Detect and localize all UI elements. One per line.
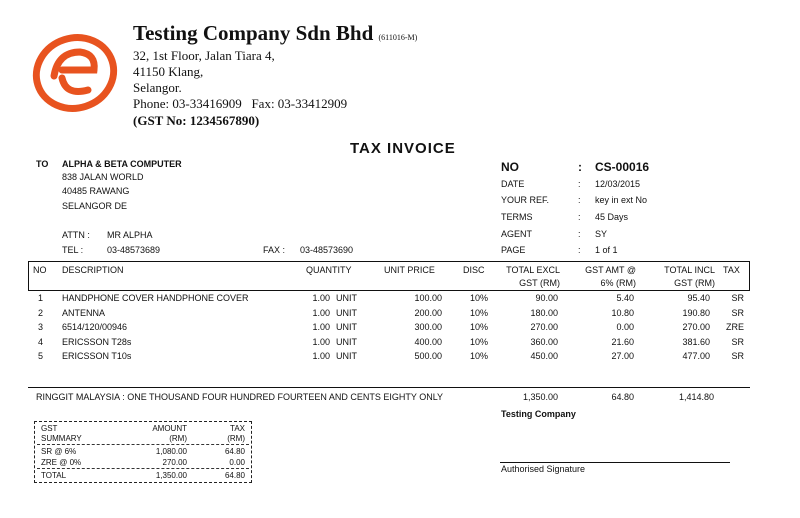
attn-value: MR ALPHA: [107, 230, 153, 240]
info-label-page: PAGE: [501, 245, 526, 255]
info-value-terms: 45 Days: [595, 212, 629, 222]
gst-summary-row-amount: 270.00: [162, 458, 187, 467]
to-label: TO: [36, 159, 49, 169]
gst-summary-h-amount: AMOUNT: [152, 424, 187, 433]
info-value-no: CS-00016: [595, 160, 650, 174]
info-value-date: 12/03/2015: [595, 179, 641, 189]
item-unit-price: 100.00: [414, 293, 442, 303]
gst-summary-divider: [37, 444, 249, 445]
item-uom: UNIT: [336, 293, 357, 303]
item-gst-amt: 21.60: [611, 337, 634, 347]
gst-summary-h-tax: TAX: [230, 424, 245, 433]
company-logo-icon: [30, 30, 120, 116]
item-no: 4: [38, 337, 44, 347]
col-total-excl-unit: GST (RM): [519, 278, 560, 288]
info-value-agent: SY: [595, 229, 608, 239]
item-disc: 10%: [469, 293, 488, 303]
fax-label: FAX :: [263, 245, 286, 255]
col-quantity: QUANTITY: [306, 265, 352, 275]
col-unit-price: UNIT PRICE: [384, 265, 435, 275]
company-address-2: 41150 Klang,: [133, 64, 204, 79]
signature-line: [500, 462, 730, 463]
item-unit-price: 300.00: [414, 322, 442, 332]
gst-summary-row-amount: 1,080.00: [155, 447, 187, 456]
signature-label: Authorised Signature: [501, 464, 586, 474]
table-row: [0, 320, 800, 334]
company-address-1: 32, 1st Floor, Jalan Tiara 4,: [133, 48, 275, 63]
item-total-excl: 450.00: [530, 351, 558, 361]
item-tax: SR: [731, 337, 744, 347]
gst-summary-h-summary: SUMMARY: [41, 434, 82, 443]
item-description: ERICSSON T28s: [62, 337, 132, 347]
info-colon: :: [578, 212, 581, 222]
gst-summary-h-gst: GST: [41, 424, 58, 433]
item-total-incl: 381.60: [682, 337, 710, 347]
item-gst-amt: 10.80: [611, 308, 634, 318]
col-gst-amt-unit: 6% (RM): [600, 278, 636, 288]
col-disc: DISC: [463, 265, 485, 275]
item-qty: 1.00: [312, 308, 330, 318]
item-disc: 10%: [469, 308, 488, 318]
item-gst-amt: 5.40: [616, 293, 634, 303]
gst-summary-h-tax-unit: (RM): [227, 434, 245, 443]
fax-value: 03-48573690: [300, 245, 354, 255]
item-gst-amt: 27.00: [611, 351, 634, 361]
col-total-incl-unit: GST (RM): [674, 278, 715, 288]
info-label-no: NO: [501, 160, 519, 174]
item-total-incl: 477.00: [682, 351, 710, 361]
col-total-incl: TOTAL INCL: [664, 265, 715, 275]
customer-address-1: 838 JALAN WORLD: [62, 172, 144, 182]
col-no: NO: [33, 265, 47, 275]
item-total-incl: 270.00: [682, 322, 710, 332]
grand-total-incl: 1,414.80: [678, 392, 714, 402]
tel-value: 03-48573689: [107, 245, 161, 255]
item-unit-price: 500.00: [414, 351, 442, 361]
totals-divider: [28, 387, 750, 388]
item-total-excl: 270.00: [530, 322, 558, 332]
customer-name: ALPHA & BETA COMPUTER: [62, 159, 182, 169]
info-colon: :: [578, 229, 581, 239]
item-no: 3: [38, 322, 44, 332]
gst-summary-row-label: ZRE @ 0%: [41, 458, 82, 467]
table-row: [0, 306, 800, 320]
table-row: [0, 335, 800, 349]
info-value-ref: key in ext No: [595, 195, 648, 205]
item-tax: ZRE: [726, 322, 744, 332]
info-colon: :: [578, 179, 581, 189]
info-label-ref: YOUR REF.: [501, 195, 550, 205]
item-tax: SR: [731, 308, 744, 318]
gst-summary-h-amount-unit: (RM): [169, 434, 187, 443]
item-total-incl: 95.40: [687, 293, 710, 303]
table-row: [0, 349, 800, 363]
amount-in-words: RINGGIT MALAYSIA : ONE THOUSAND FOUR HUNDRED FOURTEEN AND CENTS EIGHTY ONLY: [36, 392, 444, 402]
item-description: HANDPHONE COVER HANDPHONE COVER: [62, 293, 249, 303]
item-tax: SR: [731, 351, 744, 361]
customer-address-3: SELANGOR DE: [62, 201, 128, 211]
item-description: ERICSSON T10s: [62, 351, 132, 361]
item-disc: 10%: [469, 337, 488, 347]
signature-company: Testing Company: [501, 409, 576, 419]
col-total-excl: TOTAL EXCL: [506, 265, 560, 275]
item-qty: 1.00: [312, 337, 330, 347]
company-gst-no: (GST No: 1234567890): [133, 113, 260, 128]
item-uom: UNIT: [336, 308, 357, 318]
item-qty: 1.00: [312, 293, 330, 303]
item-no: 1: [38, 293, 44, 303]
gst-summary-row-tax: 0.00: [229, 458, 245, 467]
item-total-excl: 180.00: [530, 308, 558, 318]
info-value-page: 1 of 1: [595, 245, 618, 255]
item-no: 2: [38, 308, 44, 318]
item-description: 6514/120/00946: [62, 322, 128, 332]
info-colon: :: [578, 195, 581, 205]
item-unit-price: 200.00: [414, 308, 442, 318]
gst-summary-total-amount: 1,350.00: [155, 471, 187, 480]
gst-summary-total-label: TOTAL: [41, 471, 67, 480]
customer-address-2: 40485 RAWANG: [62, 186, 130, 196]
item-uom: UNIT: [336, 351, 357, 361]
item-total-incl: 190.80: [682, 308, 710, 318]
col-gst-amt: GST AMT @: [585, 265, 636, 275]
col-tax: TAX: [723, 265, 740, 275]
gst-summary-box: [34, 421, 252, 483]
company-name: Testing Company Sdn Bhd (611016-M): [133, 21, 418, 45]
company-phone-fax: Phone: 03-33416909 Fax: 03-33412909: [133, 96, 348, 111]
grand-total-excl: 1,350.00: [522, 392, 558, 402]
item-description: ANTENNA: [62, 308, 106, 318]
item-disc: 10%: [469, 351, 488, 361]
gst-summary-divider: [37, 468, 249, 469]
gst-summary-total-tax: 64.80: [224, 471, 245, 480]
item-gst-amt: 0.00: [616, 322, 634, 332]
gst-summary-row-label: SR @ 6%: [41, 447, 77, 456]
item-qty: 1.00: [312, 322, 330, 332]
item-uom: UNIT: [336, 322, 357, 332]
table-row: [0, 291, 800, 305]
info-label-terms: TERMS: [501, 212, 533, 222]
info-label-agent: AGENT: [501, 229, 533, 239]
tel-label: TEL :: [62, 245, 84, 255]
attn-label: ATTN :: [62, 230, 90, 240]
company-address-3: Selangor.: [133, 80, 182, 95]
item-disc: 10%: [469, 322, 488, 332]
col-description: DESCRIPTION: [62, 265, 124, 275]
grand-total-gst: 64.80: [611, 392, 634, 402]
info-colon: :: [578, 245, 581, 255]
item-uom: UNIT: [336, 337, 357, 347]
info-label-date: DATE: [501, 179, 525, 189]
item-tax: SR: [731, 293, 744, 303]
item-total-excl: 90.00: [535, 293, 558, 303]
document-title: TAX INVOICE: [350, 140, 456, 157]
company-reg-no: (611016-M): [378, 33, 418, 42]
item-qty: 1.00: [312, 351, 330, 361]
item-total-excl: 360.00: [530, 337, 558, 347]
item-no: 5: [38, 351, 44, 361]
item-unit-price: 400.00: [414, 337, 442, 347]
gst-summary-row-tax: 64.80: [224, 447, 245, 456]
info-colon: :: [578, 160, 582, 174]
